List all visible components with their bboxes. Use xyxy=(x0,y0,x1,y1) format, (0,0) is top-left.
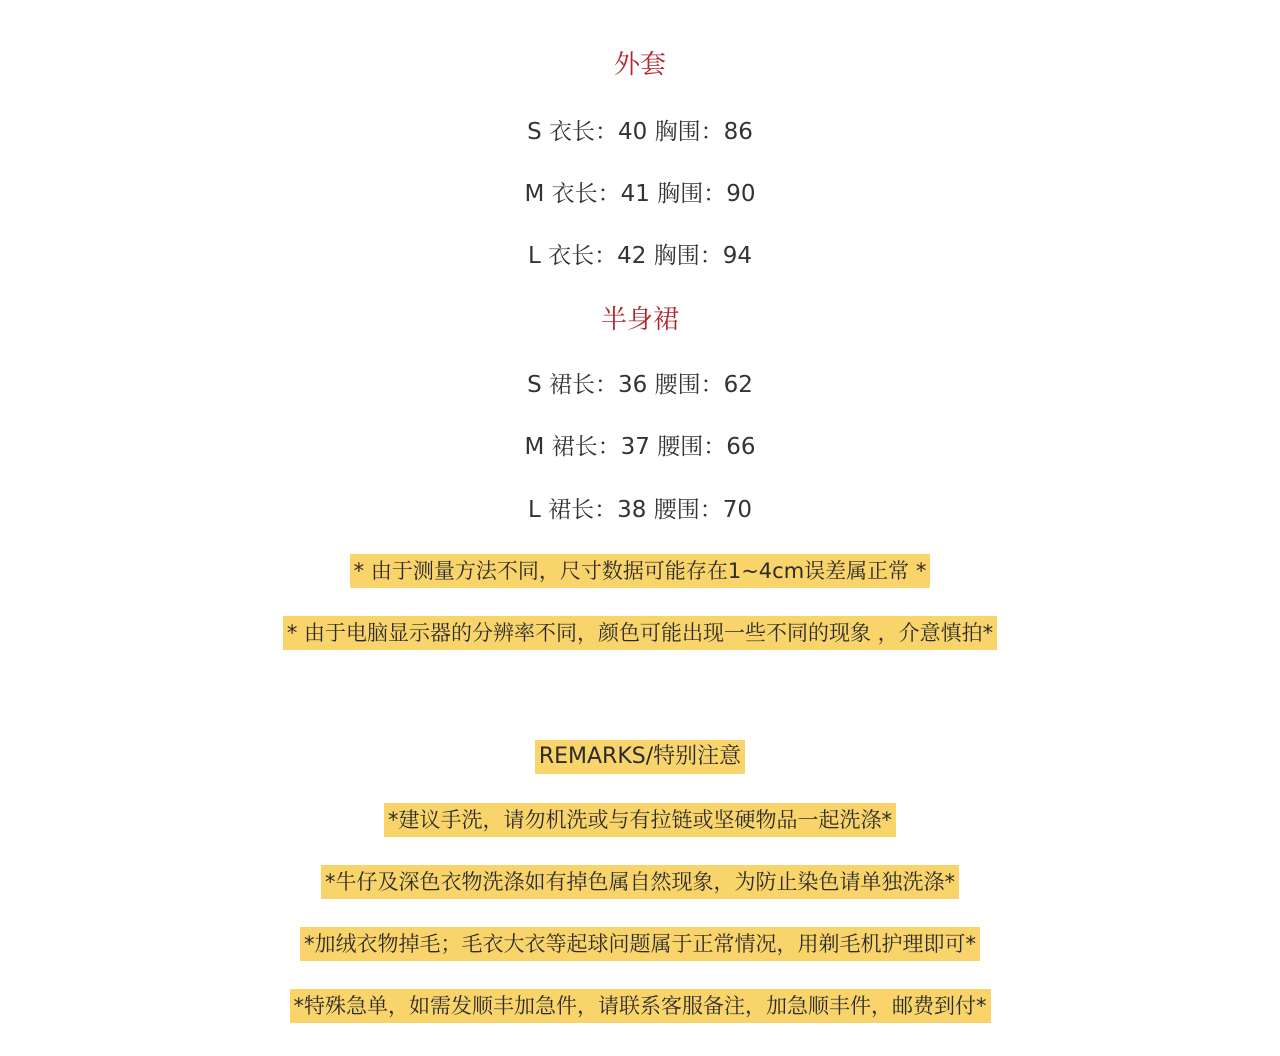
jacket-title: 外套 xyxy=(613,50,666,80)
notice-measurement: * 由于测量方法不同，尺寸数据可能存在1~4cm误差属正常 * xyxy=(350,554,931,588)
notice-color: * 由于电脑显示器的分辨率不同，颜色可能出现一些不同的现象 ，介意慎拍* xyxy=(283,616,997,650)
notice-color-row xyxy=(0,616,1280,650)
remark-wash: *建议手洗，请勿机洗或与有拉链或坚硬物品一起洗涤* xyxy=(384,803,896,837)
jacket-size-row-m: M 衣长：41 胸围：90 xyxy=(524,181,756,207)
jacket-size-row-s: S 衣长：40 胸围：86 xyxy=(527,119,753,145)
remark-row-wash xyxy=(0,803,1280,837)
skirt-size-row-s: S 裙长：36 腰围：62 xyxy=(527,372,753,398)
skirt-title: 半身裙 xyxy=(600,305,679,335)
remark-row-shipping xyxy=(0,989,1280,1023)
remark-row-fading xyxy=(0,865,1280,899)
remarks-title: REMARKS/特别注意 xyxy=(535,740,745,774)
remark-pilling: *加绒衣物掉毛；毛衣大衣等起球问题属于正常情况，用剃毛机护理即可* xyxy=(300,927,980,961)
remark-row-pilling xyxy=(0,927,1280,961)
skirt-size-row-m: M 裙长：37 腰围：66 xyxy=(524,434,756,460)
jacket-size-row-l: L 衣长：42 胸围：94 xyxy=(528,243,752,269)
remark-fading: *牛仔及深色衣物洗涤如有掉色属自然现象，为防止染色请单独洗涤* xyxy=(321,865,959,899)
remarks-title-row xyxy=(0,740,1280,774)
notice-measurement-row xyxy=(0,554,1280,588)
skirt-size-row-l: L 裙长：38 腰围：70 xyxy=(528,497,752,523)
remark-shipping: *特殊急单，如需发顺丰加急件，请联系客服备注，加急顺丰件，邮费到付* xyxy=(290,989,991,1023)
